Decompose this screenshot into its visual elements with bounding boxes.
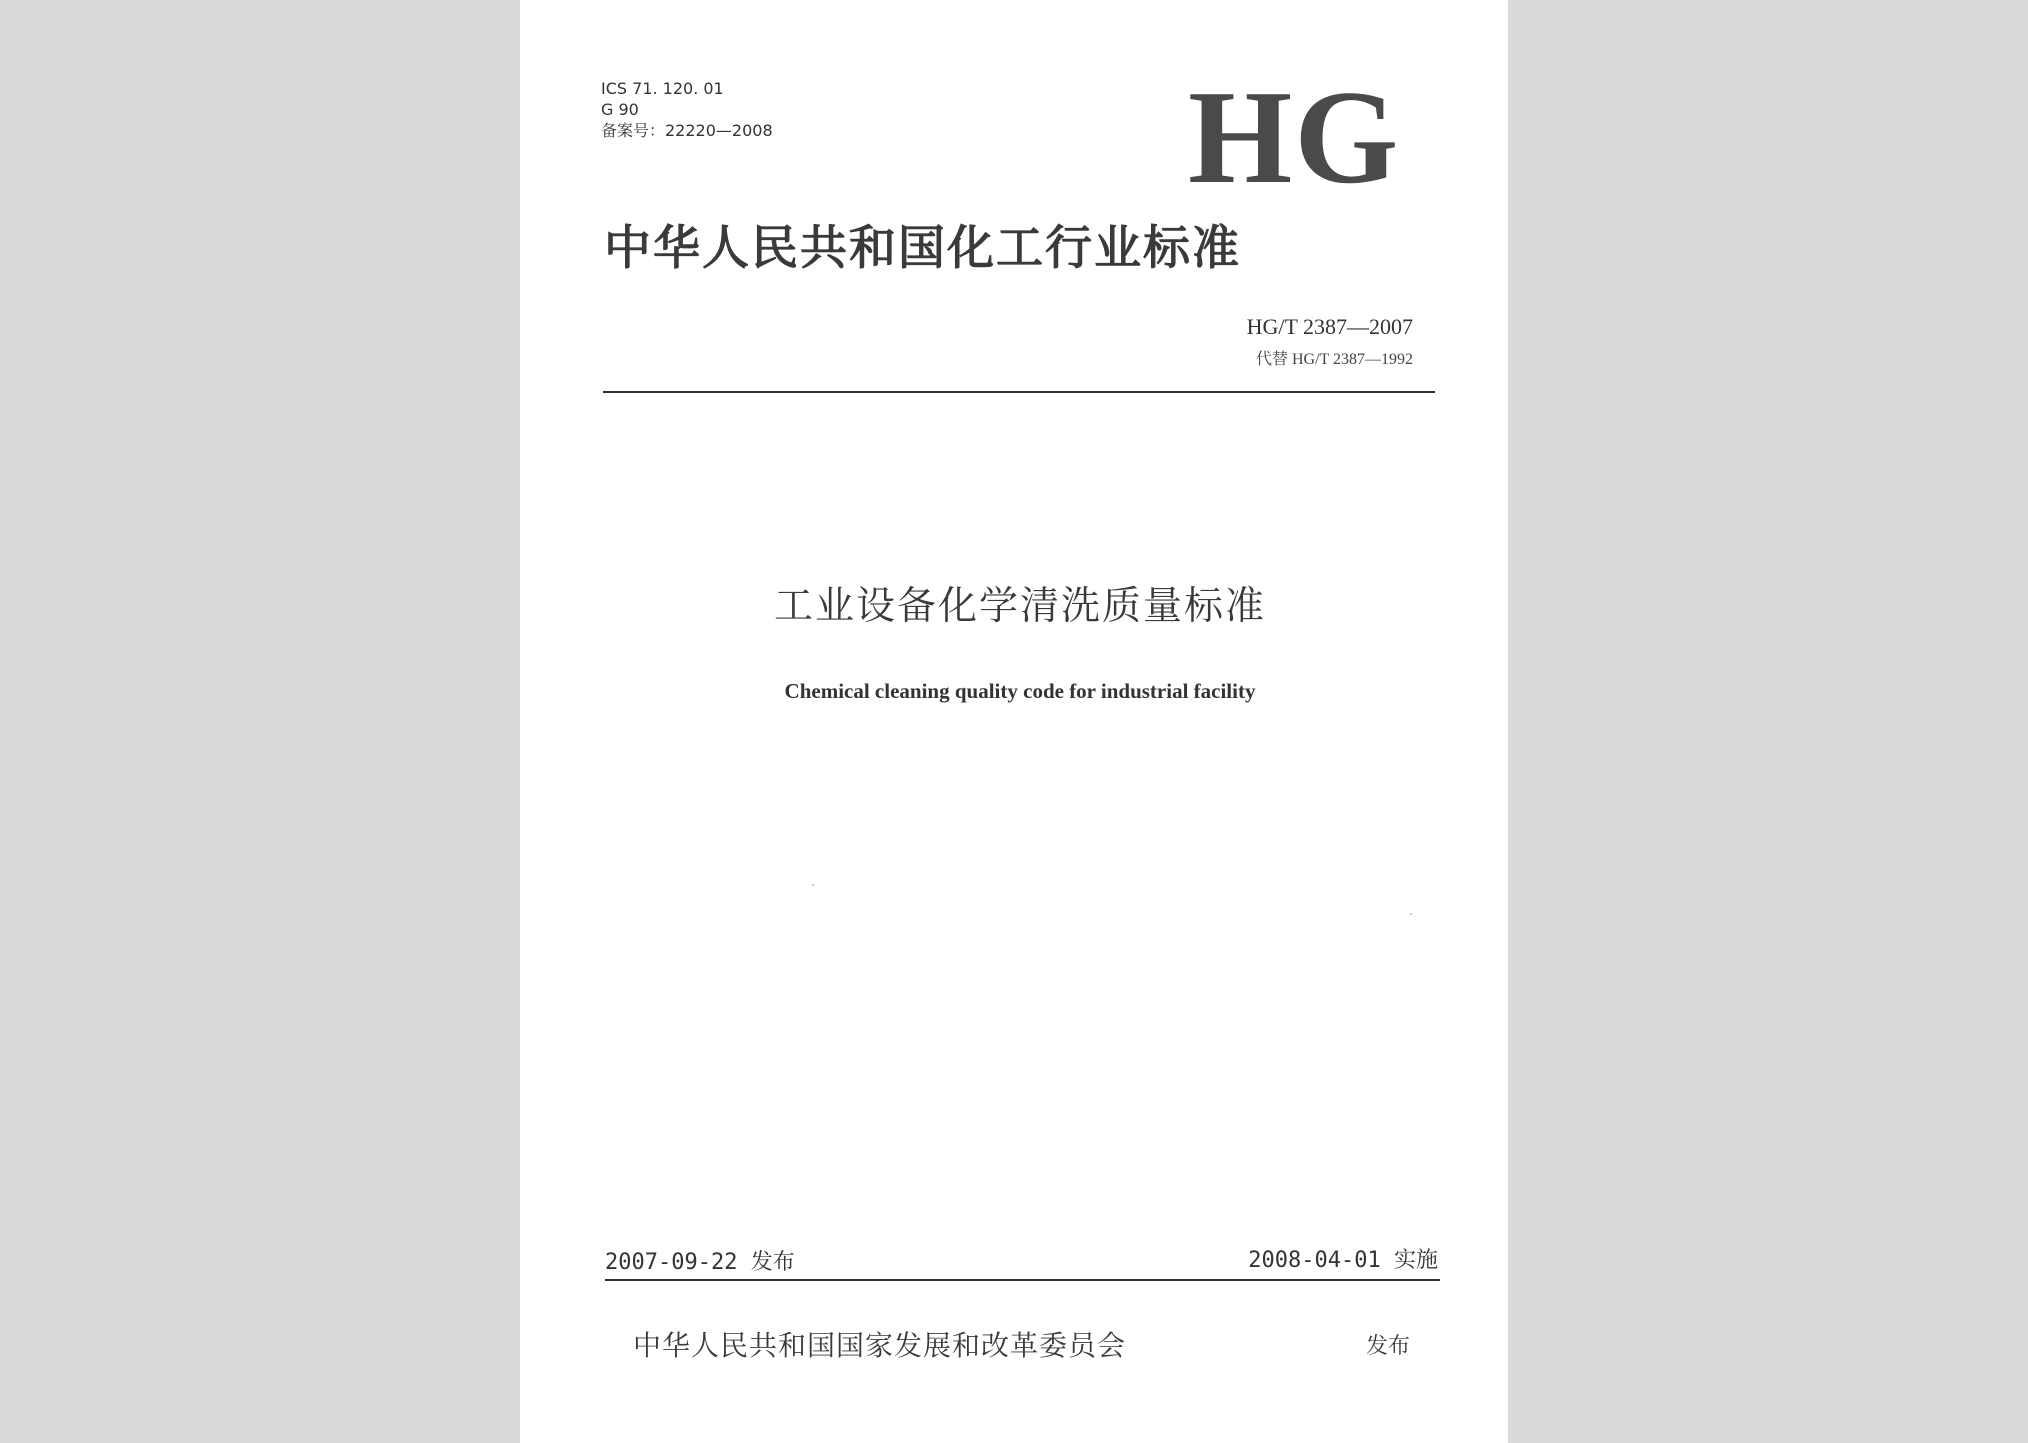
issue-date: 2007-09-22 发布 [605,1250,795,1275]
top-divider [603,391,1435,393]
document-page [520,0,1508,1443]
filing-number: 备案号：22220—2008 [601,121,773,140]
classification-code: G 90 [601,100,639,119]
bottom-divider [605,1279,1440,1281]
english-title: Chemical cleaning quality code for industrial facility [784,679,1256,703]
scan-speck [812,884,814,886]
hg-logo: HG [1188,63,1401,211]
publisher-action: 发布 [1366,1334,1411,1359]
header-meta [601,78,773,141]
ics-code: ICS 71. 120. 01 [601,79,724,98]
org-title: 中华人民共和国化工行业标准 [604,221,1241,276]
scan-speck [1410,913,1412,915]
standard-number: HG/T 2387—2007 [1246,314,1413,339]
standard-replaces: 代替 HG/T 2387—1992 [1255,351,1413,368]
chinese-title: 工业设备化学清洗质量标准 [773,584,1266,629]
effective-date: 2008-04-01 实施 [1248,1248,1438,1273]
publisher-name: 中华人民共和国国家发展和改革委员会 [633,1329,1127,1362]
